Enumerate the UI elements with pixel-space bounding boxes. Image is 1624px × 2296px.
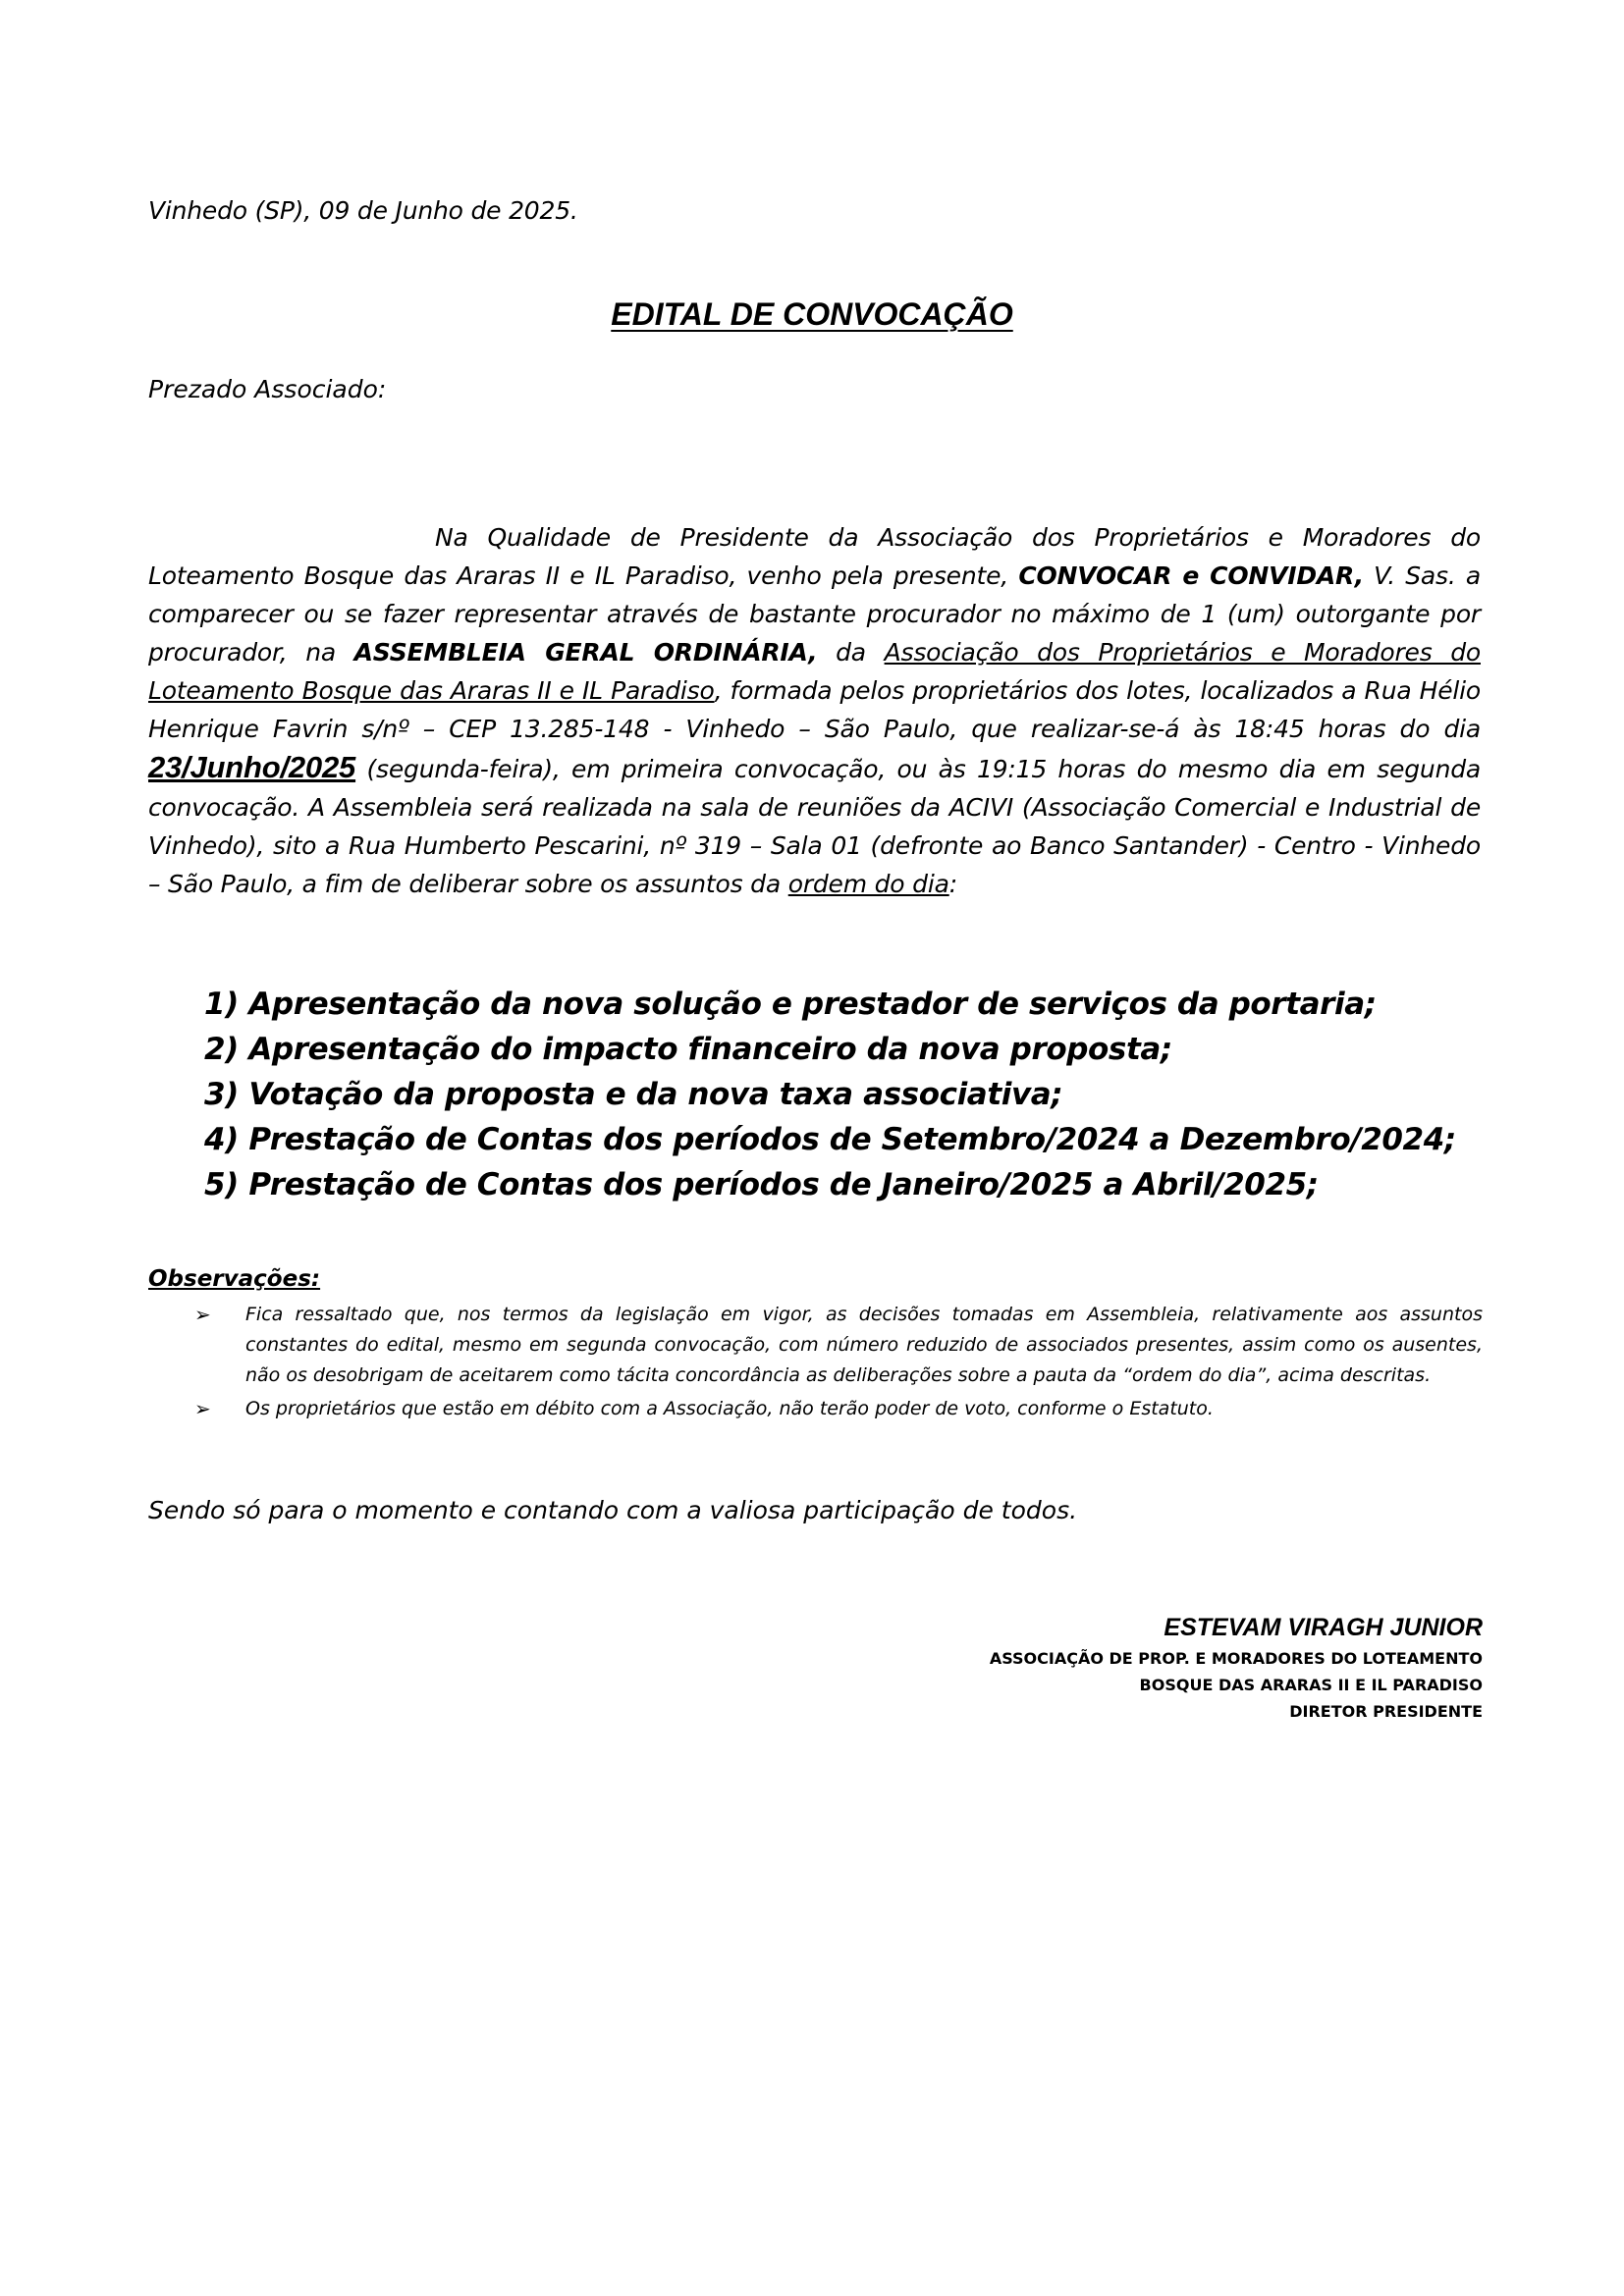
observations-heading: Observações: xyxy=(148,1266,321,1292)
signatory-organization-line-2: BOSQUE DAS ARARAS II E IL PARADISO xyxy=(1139,1676,1483,1694)
observation-item xyxy=(194,1300,1483,1391)
document-title: EDITAL DE CONVOCAÇÃO xyxy=(611,296,1013,332)
convocar-emphasis: CONVOCAR e CONVIDAR, xyxy=(1018,561,1364,590)
closing-line: Sendo só para o momento e contando com a valiosa participação de todos. xyxy=(148,1496,1078,1524)
agenda-item: 3) Votação da proposta e da nova taxa associativa; xyxy=(204,1077,1063,1112)
observation-text: Os proprietários que estão em débito com a Associação, não terão poder de voto, conforme o Estatuto. xyxy=(245,1398,1214,1419)
signatory-organization-line-1: ASSOCIAÇÃO DE PROP. E MORADORES DO LOTEAMENTO xyxy=(989,1649,1483,1668)
signature-block xyxy=(990,1610,1483,1725)
assembleia-emphasis: ASSEMBLEIA GERAL ORDINÁRIA, xyxy=(353,638,818,667)
date-line: Vinhedo (SP), 09 de Junho de 2025. xyxy=(148,196,578,225)
salutation: Prezado Associado: xyxy=(148,375,387,403)
agenda-item: 4) Prestação de Contas dos períodos de Setembro/2024 a Dezembro/2024; xyxy=(204,1122,1456,1157)
arrow-bullet-icon: ➢ xyxy=(194,1303,211,1326)
body-text-2: V. Sas. a comparecer ou se fazer representar através de bastante procurador no máximo de 1 (um) outorgante por procurador, na xyxy=(148,561,1481,667)
body-text-1: Na Qualidade de Presidente da Associação dos Proprietários e Moradores do Loteamento Bosque das Araras II e IL Paradiso, venho pela presente, xyxy=(148,523,1481,590)
association-name: Associação dos Proprietários e Moradores do Loteamento Bosque das Araras II e IL Paradiso xyxy=(148,638,1481,705)
agenda-item: 1) Apresentação da nova solução e prestador de serviços da portaria; xyxy=(204,987,1377,1022)
meeting-date: 23/Junho/2025 xyxy=(148,750,356,784)
agenda-list xyxy=(204,982,1456,1207)
body-text-6: : xyxy=(948,870,957,898)
arrow-bullet-icon: ➢ xyxy=(194,1397,211,1420)
ordem-do-dia: ordem do dia xyxy=(787,870,949,898)
agenda-item: 5) Prestação de Contas dos períodos de Janeiro/2025 a Abril/2025; xyxy=(204,1167,1319,1202)
body-text-5: (segunda-feira), em primeira convocação, ou às 19:15 horas do mesmo dia em segunda convocação. A Assembleia será realizada na sala de reuniões da ACIVI (Associação Comercial e Industrial de Vinhedo), sito a Rua Humberto Pescarini, nº 319 – Sala 01 (defronte ao Banco Santander) - Centro - Vinhedo – São Paulo, a fim de deliberar sobre os assuntos da xyxy=(148,755,1481,898)
observations-list xyxy=(194,1300,1483,1427)
observation-text: Fica ressaltado que, nos termos da legislação em vigor, as decisões tomadas em Assembleia, relativamente aos assuntos constantes do edital, mesmo em segunda convocação, com número reduzido de associados presentes, assim como os ausentes, não os desobrigam de aceitarem como tácita concordância as deliberações sobre a pauta da “ordem do dia”, acima descritas. xyxy=(245,1304,1483,1386)
body-text-3: da xyxy=(817,638,885,667)
observation-item xyxy=(194,1394,1483,1424)
body-text-4: , formada pelos proprietários dos lotes, localizados a Rua Hélio Henrique Favrin s/nº – CEP 13.285-148 - Vinhedo – São Paulo, que realizar-se-á às 18:45 horas do dia xyxy=(148,676,1481,743)
signatory-name: ESTEVAM VIRAGH JUNIOR xyxy=(1164,1614,1483,1641)
agenda-item: 2) Apresentação do impacto financeiro da nova proposta; xyxy=(204,1032,1172,1067)
convocation-paragraph xyxy=(148,518,1481,903)
signatory-role: DIRETOR PRESIDENTE xyxy=(1289,1702,1483,1721)
